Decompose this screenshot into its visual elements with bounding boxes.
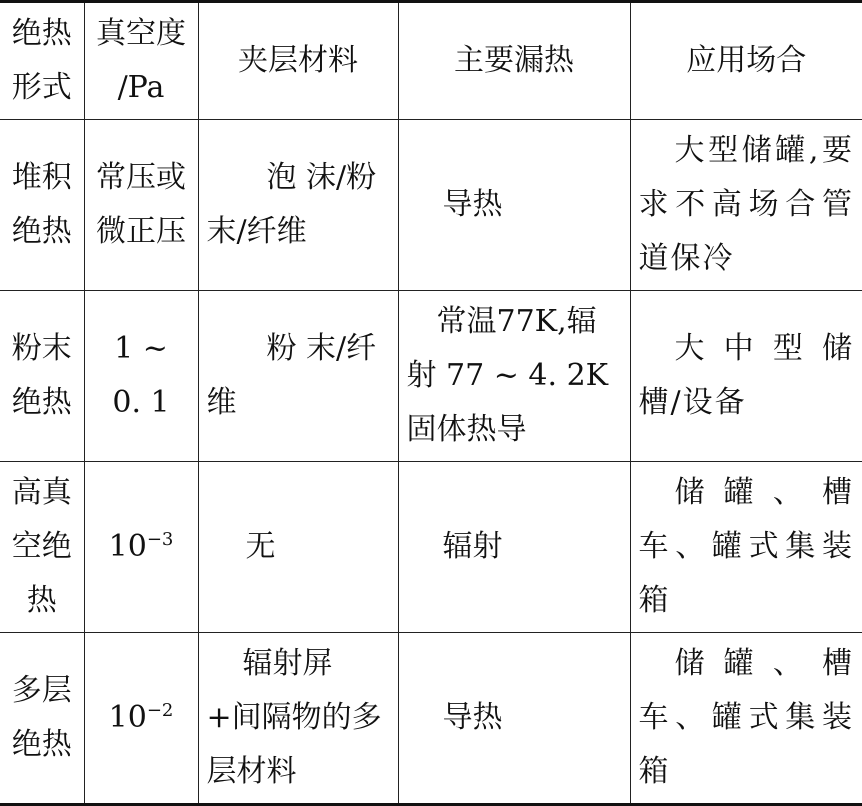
cell-vacuum <box>84 633 198 805</box>
header-application: 应用场合 <box>630 2 862 120</box>
cell-insulation-form: 高真 空绝 热 <box>0 462 84 633</box>
table-row <box>0 633 862 805</box>
cell-application: 大型储罐,要求不高场合管道保冷 <box>630 120 862 291</box>
cell-main-heat-leak: 导热 <box>398 120 630 291</box>
cell-main-heat-leak: 导热 <box>398 633 630 805</box>
cell-main-heat-leak: 辐射 <box>398 462 630 633</box>
cell-insulation-form: 堆积 绝热 <box>0 120 84 291</box>
cell-interlayer-material: 泡 沫/粉末/纤维 <box>198 120 398 291</box>
cell-insulation-form: 多层 绝热 <box>0 633 84 805</box>
cell-vacuum <box>84 291 198 462</box>
cell-application: 大 中 型 储槽/设备 <box>630 291 862 462</box>
vacuum-value: 常压或 微正压 <box>96 160 186 249</box>
cell-interlayer-material: 辐射屏 +间隔物的多层材料 <box>198 633 398 805</box>
header-vacuum: 真空度 /Pa <box>84 2 198 120</box>
cell-main-heat-leak: 常温77K,辐射 77 ~ 4. 2K固体热导 <box>398 291 630 462</box>
cell-application: 储罐、槽车、罐式集装箱 <box>630 633 862 805</box>
vacuum-exponent: −2 <box>146 700 174 721</box>
cell-interlayer-material: 无 <box>198 462 398 633</box>
table-row <box>0 462 862 633</box>
header-insulation-form: 绝热 形式 <box>0 2 84 120</box>
vacuum-value: 1 ~ 0. 1 <box>112 331 170 420</box>
cell-insulation-form: 粉末 绝热 <box>0 291 84 462</box>
cell-vacuum <box>84 120 198 291</box>
cell-vacuum <box>84 462 198 633</box>
header-interlayer-material: 夹层材料 <box>198 2 398 120</box>
vacuum-value: 10 <box>108 700 147 735</box>
header-row <box>0 2 862 120</box>
cell-application: 储罐、槽车、罐式集装箱 <box>630 462 862 633</box>
vacuum-exponent: −3 <box>146 529 174 550</box>
table-row <box>0 120 862 291</box>
cell-interlayer-material: 粉 末/纤维 <box>198 291 398 462</box>
header-main-heat-leak: 主要漏热 <box>398 2 630 120</box>
table-row <box>0 291 862 462</box>
vacuum-value: 10 <box>108 529 147 564</box>
